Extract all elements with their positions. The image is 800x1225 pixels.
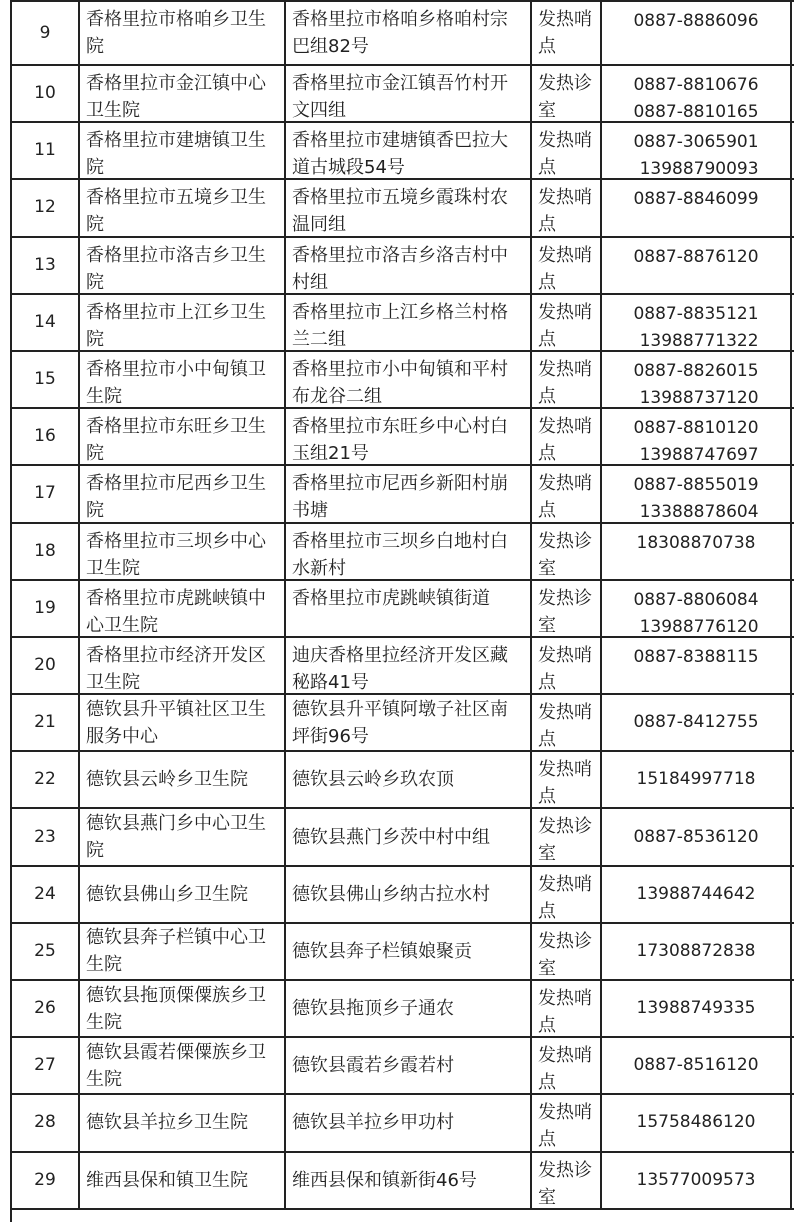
phone-cell [602, 352, 792, 407]
phone-cell [602, 66, 792, 121]
phone-number: 0887-8846099 [633, 189, 759, 210]
table-row [12, 466, 794, 523]
phone-number: 18308870738 [636, 532, 756, 553]
clinic-type: 发热哨点 [532, 352, 602, 407]
phone-number: 13388878604 [639, 502, 759, 522]
row-number: 21 [12, 695, 80, 750]
phone-number: 0887-8886096 [633, 11, 759, 31]
clinic-type: 发热哨点 [532, 1038, 602, 1093]
clinic-address: 迪庆香格里拉经济开发区藏秘路41号 [286, 638, 532, 693]
clinic-name: 香格里拉市东旺乡卫生院 [80, 409, 286, 464]
phone-number: 13988747697 [639, 445, 759, 465]
clinic-address: 德钦县云岭乡玖农顶 [286, 752, 532, 807]
clinic-type: 发热哨点 [532, 1095, 602, 1150]
clinic-address: 香格里拉市三坝乡白地村白水新村 [286, 524, 532, 579]
table-row [12, 180, 794, 237]
phone-number: 0887-8876120 [633, 246, 759, 267]
phone-number: 0887-8516120 [633, 1055, 759, 1076]
phone-cell [602, 924, 792, 979]
clinic-address: 香格里拉市东旺乡中心村白玉组21号 [286, 409, 532, 464]
clinic-address: 香格里拉市洛吉乡洛吉村中村组 [286, 238, 532, 293]
clinic-type: 发热哨点 [532, 752, 602, 807]
clinic-type: 发热哨点 [532, 638, 602, 693]
row-number: 18 [12, 524, 80, 579]
table-row [12, 238, 794, 295]
phone-cell [602, 867, 792, 922]
clinic-name: 德钦县拖顶傈僳族乡卫生院 [80, 981, 286, 1036]
phone-number: 13988776120 [639, 616, 759, 636]
clinic-type: 发热哨点 [532, 409, 602, 464]
phone-number: 0887-8810165 [633, 102, 759, 122]
clinic-address: 德钦县升平镇阿墩子社区南坪街96号 [286, 695, 532, 750]
table-row [12, 1038, 794, 1095]
clinic-name: 香格里拉市格咱乡卫生院 [80, 2, 286, 64]
row-number: 17 [12, 466, 80, 521]
clinic-name: 德钦县燕门乡中心卫生院 [80, 809, 286, 864]
clinic-address: 香格里拉市金江镇吾竹村开文四组 [286, 66, 532, 121]
clinic-name: 香格里拉市经济开发区卫生院 [80, 638, 286, 693]
clinic-address: 维西县保和镇新街46号 [286, 1153, 532, 1208]
phone-number: 0887-8810120 [633, 418, 759, 439]
row-number: 12 [12, 180, 80, 235]
phone-number: 13988771322 [639, 330, 759, 350]
clinic-name: 维西县保和镇卫生院 [80, 1153, 286, 1208]
phone-cell [602, 1153, 792, 1208]
phone-cell [602, 809, 792, 864]
phone-cell [602, 180, 792, 235]
row-number: 27 [12, 1038, 80, 1093]
clinic-type: 发热哨点 [532, 180, 602, 235]
phone-number: 0887-8388115 [633, 646, 759, 667]
phone-number: 15758486120 [636, 1112, 756, 1133]
clinic-address: 香格里拉市五境乡霞珠村农温同组 [286, 180, 532, 235]
row-number: 22 [12, 752, 80, 807]
row-number: 25 [12, 924, 80, 979]
clinic-name: 德钦县升平镇社区卫生服务中心 [80, 695, 286, 750]
row-number: 24 [12, 867, 80, 922]
row-number: 20 [12, 638, 80, 693]
clinic-address: 德钦县佛山乡纳古拉水村 [286, 867, 532, 922]
phone-cell [602, 638, 792, 693]
clinic-type: 发热诊室 [532, 924, 602, 979]
row-number: 10 [12, 66, 80, 121]
clinic-type: 发热哨点 [532, 295, 602, 350]
table-row [12, 581, 794, 638]
clinic-type: 发热诊室 [532, 1153, 602, 1208]
clinic-name: 德钦县奔子栏镇中心卫生院 [80, 924, 286, 979]
table-row [12, 1095, 794, 1152]
clinic-name: 香格里拉市小中甸镇卫生院 [80, 352, 286, 407]
clinic-type: 发热哨点 [532, 867, 602, 922]
clinic-address: 香格里拉市尼西乡新阳村崩书塘 [286, 466, 532, 521]
row-number: 16 [12, 409, 80, 464]
phone-number: 0887-8855019 [633, 475, 759, 496]
clinic-type: 发热诊室 [532, 66, 602, 121]
clinic-name: 香格里拉市建塘镇卫生院 [80, 123, 286, 178]
phone-cell [602, 409, 792, 464]
clinic-type: 发热诊室 [532, 524, 602, 579]
clinic-name: 德钦县羊拉乡卫生院 [80, 1095, 286, 1150]
clinic-address: 德钦县拖顶乡子通农 [286, 981, 532, 1036]
clinic-type: 发热哨点 [532, 123, 602, 178]
clinic-type: 发热哨点 [532, 981, 602, 1036]
phone-number: 0887-8835121 [633, 303, 759, 324]
table-row [12, 409, 794, 466]
phone-cell [602, 1095, 792, 1150]
phone-number: 13988749335 [636, 998, 756, 1019]
phone-cell [602, 524, 792, 579]
table-row [12, 867, 794, 924]
table-row [12, 295, 794, 352]
clinic-address: 德钦县霞若乡霞若村 [286, 1038, 532, 1093]
row-number: 28 [12, 1095, 80, 1150]
phone-cell [602, 295, 792, 350]
clinic-name: 香格里拉市尼西乡卫生院 [80, 466, 286, 521]
phone-number: 0887-8806084 [633, 589, 759, 610]
table-row [12, 695, 794, 752]
clinic-address: 香格里拉市建塘镇香巴拉大道古城段54号 [286, 123, 532, 178]
phone-cell [602, 695, 792, 750]
table-row [12, 752, 794, 809]
clinic-name: 香格里拉市三坝乡中心卫生院 [80, 524, 286, 579]
row-number: 13 [12, 238, 80, 293]
table-row [12, 924, 794, 981]
row-number: 15 [12, 352, 80, 407]
phone-cell [602, 981, 792, 1036]
phone-number: 13577009573 [636, 1169, 756, 1190]
row-number: 19 [12, 581, 80, 636]
phone-cell [602, 752, 792, 807]
table-row [12, 1153, 794, 1210]
clinic-name: 德钦县云岭乡卫生院 [80, 752, 286, 807]
phone-cell [602, 466, 792, 521]
clinic-name: 香格里拉市金江镇中心卫生院 [80, 66, 286, 121]
row-number: 29 [12, 1153, 80, 1208]
clinic-name: 德钦县佛山乡卫生院 [80, 867, 286, 922]
phone-cell [602, 2, 792, 64]
clinic-name: 香格里拉市上江乡卫生院 [80, 295, 286, 350]
clinic-type: 发热诊室 [532, 581, 602, 636]
phone-number: 13988744642 [636, 883, 756, 904]
phone-number: 0887-8810676 [633, 75, 759, 95]
table-row [12, 638, 794, 695]
clinic-name: 香格里拉市虎跳峡镇中心卫生院 [80, 581, 286, 636]
phone-cell [602, 581, 792, 636]
clinic-name: 德钦县霞若傈僳族乡卫生院 [80, 1038, 286, 1093]
row-number: 23 [12, 809, 80, 864]
table-row [12, 352, 794, 409]
clinic-type: 发热哨点 [532, 695, 602, 750]
phone-number: 0887-8826015 [633, 360, 759, 381]
clinic-table [10, 0, 794, 1222]
clinic-address: 德钦县羊拉乡甲功村 [286, 1095, 532, 1150]
phone-number: 17308872838 [636, 940, 756, 961]
clinic-type: 发热哨点 [532, 238, 602, 293]
clinic-type: 发热诊室 [532, 809, 602, 864]
table-row [12, 2, 794, 66]
clinic-type: 发热哨点 [532, 466, 602, 521]
clinic-name: 香格里拉市洛吉乡卫生院 [80, 238, 286, 293]
table-row [12, 809, 794, 866]
clinic-address: 香格里拉市上江乡格兰村格兰二组 [286, 295, 532, 350]
table-row [12, 66, 794, 123]
phone-number: 13988790093 [639, 159, 759, 179]
clinic-name: 香格里拉市五境乡卫生院 [80, 180, 286, 235]
row-number: 9 [12, 2, 80, 64]
row-number: 11 [12, 123, 80, 178]
table-row [12, 123, 794, 180]
clinic-address: 香格里拉市小中甸镇和平村布龙谷二组 [286, 352, 532, 407]
table-row [12, 981, 794, 1038]
phone-cell [602, 238, 792, 293]
clinic-type: 发热哨点 [532, 2, 602, 64]
phone-cell [602, 1038, 792, 1093]
phone-number: 13988737120 [639, 387, 759, 408]
clinic-address: 德钦县奔子栏镇娘聚贡 [286, 924, 532, 979]
phone-number: 15184997718 [636, 769, 756, 790]
row-number: 14 [12, 295, 80, 350]
phone-cell [602, 123, 792, 178]
row-number: 26 [12, 981, 80, 1036]
phone-number: 0887-8536120 [633, 826, 759, 847]
clinic-address: 香格里拉市格咱乡格咱村宗巴组82号 [286, 2, 532, 64]
table-row [12, 524, 794, 581]
clinic-address: 香格里拉市虎跳峡镇街道 [286, 581, 532, 636]
clinic-address: 德钦县燕门乡茨中村中组 [286, 809, 532, 864]
phone-number: 0887-3065901 [633, 132, 759, 153]
phone-number: 0887-8412755 [633, 712, 759, 733]
